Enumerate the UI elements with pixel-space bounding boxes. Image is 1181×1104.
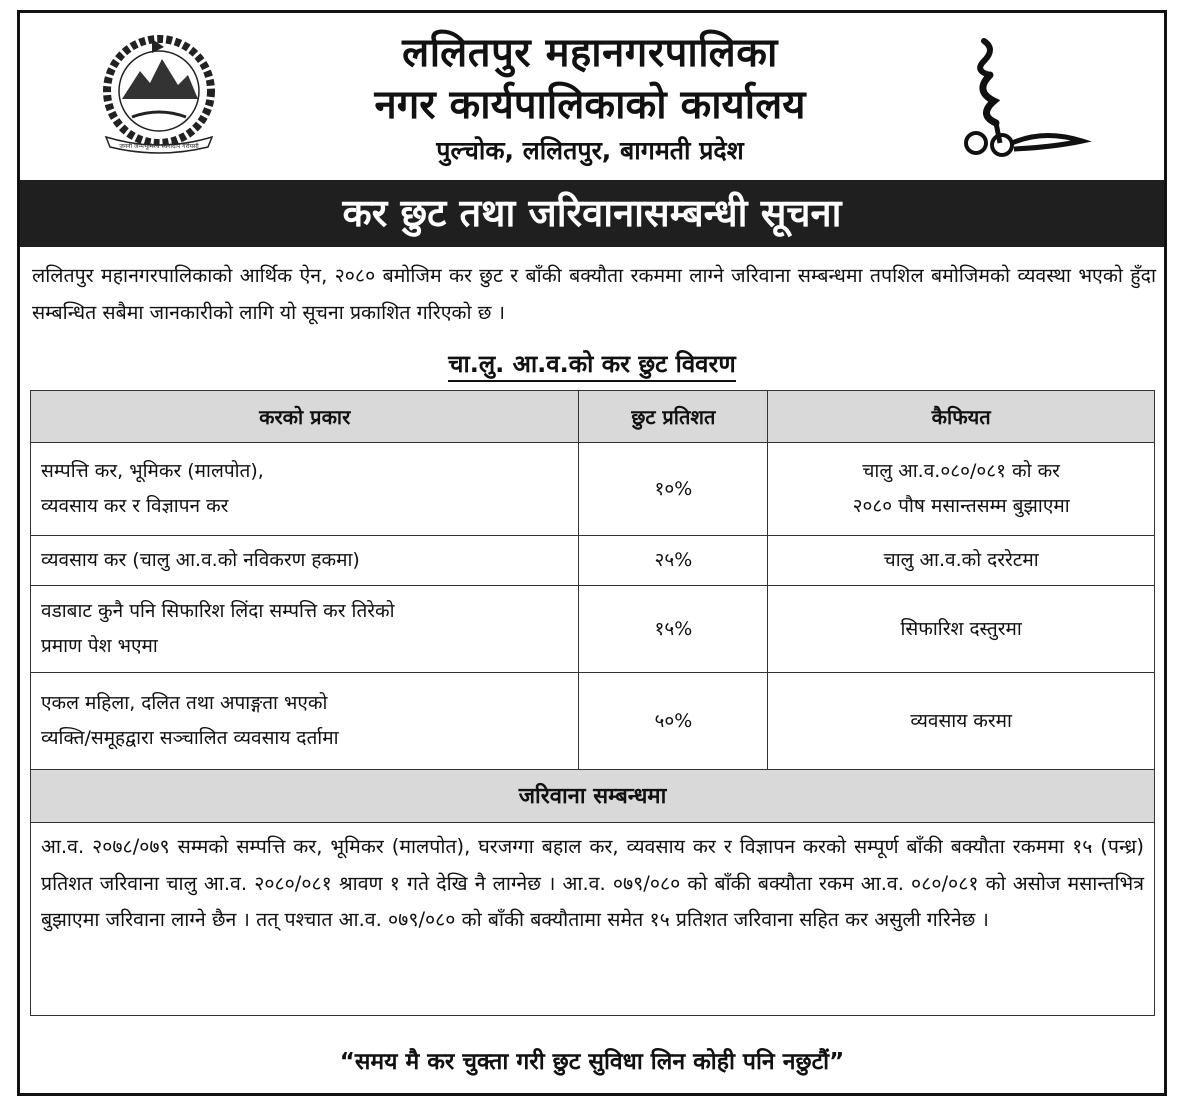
tax-type-line: वडाबाट कुनै पनि सिफारिश लिंदा सम्पत्ति कर तिरेको — [41, 600, 395, 622]
tax-exemption-table — [30, 390, 1155, 1016]
tax-type-cell — [31, 586, 579, 673]
tax-type-cell: व्यवसाय कर (चालु आ.व.को नविकरण हकमा) — [31, 536, 579, 586]
tax-type-line: व्यवसाय कर र विज्ञापन कर — [41, 495, 229, 517]
fine-heading: जरिवाना सम्बन्धमा — [31, 770, 1155, 823]
percent-cell: ५०% — [579, 673, 768, 770]
tax-type-cell — [31, 673, 579, 770]
percent-cell: २५% — [579, 536, 768, 586]
table-row — [31, 536, 1155, 586]
remark-cell — [768, 443, 1155, 536]
fine-heading-row — [31, 770, 1155, 823]
table-row — [31, 673, 1155, 770]
subheading — [20, 347, 1164, 380]
remark-cell: चालु आ.व.को दररेटमा — [768, 536, 1155, 586]
tax-type-line: व्यक्ति/समूहद्वारा सञ्चालित व्यवसाय दर्तामा — [41, 727, 339, 749]
tax-type-line: एकल महिला, दलित तथा अपाङ्गता भएको — [41, 692, 328, 714]
tax-type-cell — [31, 443, 579, 536]
notice-document — [17, 10, 1167, 1096]
remark-line: २०८० पौष मसान्तसम्म बुझाएमा — [852, 495, 1070, 517]
percent-cell: १०% — [579, 443, 768, 536]
fine-body-row — [31, 823, 1155, 1016]
office-address: पुल्चोक, ललितपुर, बागमती प्रदेश — [436, 136, 744, 165]
subheading-text: चा.लु. आ.व.को कर छुट विवरण — [448, 350, 735, 382]
remark-line: चालु आ.व.०८०/०८१ को कर — [862, 460, 1060, 482]
table-row — [31, 443, 1155, 536]
tax-type-line: प्रमाण पेश भएमा — [41, 635, 158, 657]
table-row — [31, 586, 1155, 673]
tax-type-line: सम्पत्ति कर, भूमिकर (मालपोत), — [41, 460, 264, 482]
fine-paragraph: आ.व. २०७८/०७९ सम्मको सम्पत्ति कर, भूमिकर (मालपोत), घरजग्गा बहाल कर, व्यवसाय कर र विज्ञापन करको सम्पूर्ण बाँकी बक्यौता रकममा १५ (पन्ध्र) प्रतिशत जरिवाना चालु आ.व. २०८०/०८१ श्रावण १ गते देखि नै लाग्नेछ । आ.व. ०७९/०८० को बाँकी बक्यौता रकम आ.व. ०८०/०८१ को असोज मसान्तभित्र बुझाएमा जरिवाना लाग्ने छैन । तत् पश्चात आ.व. ०७९/०८० को बाँकी बक्यौतामा समेत १५ प्रतिशत जरिवाना सहित कर असुली गरिनेछ । — [31, 823, 1155, 1016]
header-tax-type: करको प्रकार — [31, 391, 579, 443]
notice-title: कर छुट तथा जरिवानासम्बन्धी सूचना — [20, 180, 1164, 247]
slogan: “समय मै कर चुक्ता गरी छुट सुविधा लिन कोही पनि नछुटौं” — [339, 1049, 845, 1075]
office-name: नगर कार्यपालिकाको कार्यालय — [374, 82, 806, 128]
header-exemption-percent: छुट प्रतिशत — [579, 391, 768, 443]
percent-cell: १५% — [579, 586, 768, 673]
header-remarks: कैफियत — [768, 391, 1155, 443]
table-header-row — [31, 391, 1155, 443]
notice-header — [20, 13, 1164, 179]
org-name: ललितपुर महानगरपालिका — [402, 30, 778, 76]
remark-cell: सिफारिश दस्तुरमा — [768, 586, 1155, 673]
intro-paragraph: ललितपुर महानगरपालिकाको आर्थिक ऐन, २०८० बमोजिम कर छुट र बाँकी बक्यौता रकममा लाग्ने जरिवाना सम्बन्धमा तपशिल बमोजिमको व्यवस्था भएको हुँदा सम्बन्धित सबैमा जानकारीको लागि यो सूचना प्रकाशित गरिएको छ । — [32, 264, 1156, 324]
emblem-ribbon-text: जननी जन्मभूमिश्च स्वर्गादपि गरीयसी — [119, 143, 199, 150]
lalitpur-city-logo-icon — [944, 31, 1094, 161]
organization-name-block — [240, 27, 940, 171]
remark-cell: व्यवसाय करमा — [768, 673, 1155, 770]
nepal-emblem-icon — [92, 29, 227, 157]
